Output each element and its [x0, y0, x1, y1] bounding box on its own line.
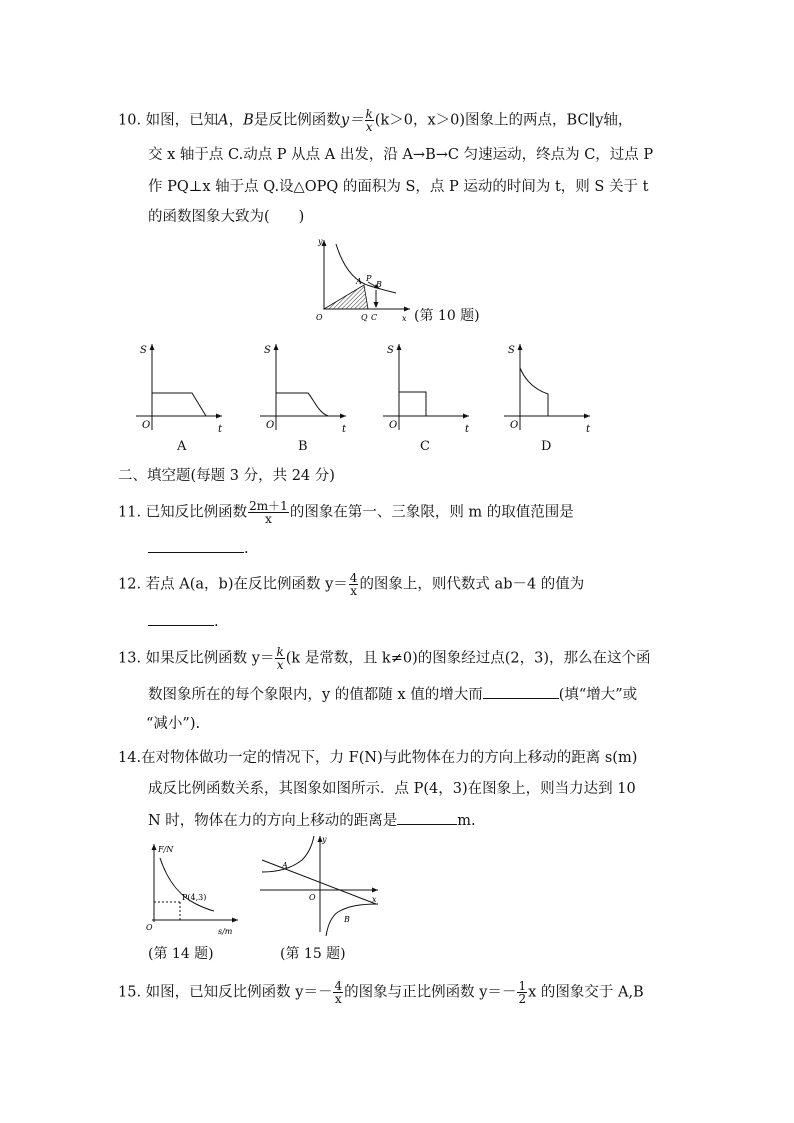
axis-s: S [264, 345, 271, 356]
frac-den: x [276, 658, 284, 672]
point-a: A [218, 112, 229, 129]
frac-num: k [365, 107, 373, 121]
q14-caption: (第 14 题) [148, 946, 214, 962]
frac-den: x [265, 512, 272, 526]
q11-text-a: 已知反比例函数 [145, 504, 248, 521]
answer-blank[interactable] [148, 611, 214, 626]
q12-answer-line: . [148, 611, 219, 632]
fig-q: Q [361, 313, 368, 322]
option-a-label: A [177, 439, 187, 454]
q10-line1: 10. 如图，已知A，B是反比例函数y＝ $\frac{k}{x}$ (k＞0，x＞0)图象上的两点，BC∥y轴， [118, 107, 633, 134]
q13-line2-a: 数图象所在的每个象限内，y 的值都随 x 值的增大而 [148, 687, 483, 703]
q10-figure [308, 232, 418, 324]
frac-den: x [350, 584, 357, 598]
axis-s: S [140, 345, 147, 356]
option-b-graph [256, 338, 352, 436]
q15-line1 [118, 980, 644, 1005]
frac-num: 4 [334, 979, 343, 993]
q10-text-c: (k＞0，x＞0)图象上的两点，BC∥y轴， [374, 112, 633, 129]
axis-t: t [586, 424, 591, 435]
q12-text-b: 的图象上，则代数式 ab－4 的值为 [359, 576, 585, 593]
q12-fraction [349, 572, 359, 597]
q14-line3-b: m. [457, 813, 476, 829]
q11-line1 [118, 500, 574, 525]
frac-den: x [334, 992, 342, 1006]
q10-text: 如图，已知 [145, 112, 219, 129]
option-c-graph [379, 338, 475, 436]
point-b: B [344, 915, 350, 924]
fig-origin: O [316, 313, 323, 322]
axis-t: t [342, 424, 347, 435]
point-b: B [243, 112, 254, 129]
q14-number: 14. [118, 750, 142, 766]
frac-num: 1 [518, 979, 527, 993]
point-a: A [282, 861, 288, 870]
answer-blank[interactable] [483, 684, 559, 699]
answer-blank[interactable] [397, 810, 457, 825]
q12-line1 [118, 572, 584, 597]
q10-fraction [365, 108, 374, 133]
fig-y-label: y [318, 237, 323, 246]
q14-text-1: 在对物体做功一定的情况下，力 F(N)与此物体在力的方向上移动的距离 s(m) [141, 750, 638, 766]
section-2-title: 二、填空题(每题 3 分，共 24 分) [118, 468, 335, 484]
q10-figure-caption: (第 10 题) [414, 308, 480, 324]
q13-text-a: 如果反比例函数 y＝ [145, 650, 275, 667]
q14-line1 [118, 748, 637, 768]
fig-b: B [376, 280, 382, 289]
q11-fraction [248, 500, 289, 525]
point-p: P(4,3) [182, 893, 207, 902]
q13-line2 [148, 684, 637, 705]
q10-line2: 交 x 轴于点 C.动点 P 从点 A 出发，沿 A→B→C 匀速运动，终点为 C，过点 P [148, 147, 654, 163]
q13-number: 13. [118, 650, 142, 667]
q15-figure [256, 832, 386, 936]
x-axis-label: s/m [218, 927, 233, 936]
q12-number: 12. [118, 576, 142, 593]
option-d-label: D [541, 439, 552, 454]
option-a-graph [132, 338, 228, 436]
axis-s: S [387, 345, 394, 356]
frac-num: k [276, 645, 284, 659]
answer-blank[interactable] [148, 538, 244, 553]
frac-num: 2m＋1 [249, 499, 288, 513]
origin: O [510, 420, 519, 431]
origin: O [389, 420, 398, 431]
q11-text-b: 的图象在第一、三象限，则 m 的取值范围是 [289, 504, 574, 521]
origin: O [142, 420, 151, 431]
option-d-graph [500, 338, 596, 436]
origin: O [309, 893, 316, 902]
origin: O [146, 923, 153, 932]
fig-p: P [366, 274, 372, 283]
frac-num: 4 [349, 571, 358, 585]
q15-text-a: 如图，已知反比例函数 y＝－ [145, 984, 333, 1001]
frac-den: 2 [518, 992, 527, 1006]
option-b-label: B [298, 439, 308, 454]
q14-line3-a: N 时，物体在力的方向上移动的距离是 [148, 813, 398, 829]
q15-caption: (第 15 题) [280, 946, 346, 962]
q13-line1 [118, 646, 651, 671]
q13-line3: “减小”). [146, 716, 201, 732]
q15-text-c: x 的图象交于 A,B [528, 984, 644, 1001]
fig-x-label: x [402, 314, 407, 323]
q14-figure [140, 840, 244, 938]
axis-t: t [465, 424, 470, 435]
q15-fraction-2 [517, 980, 527, 1005]
fig-c: C [371, 313, 378, 322]
q12-text-a: 若点 A(a，b)在反比例函数 y＝ [145, 576, 348, 593]
frac-den: x [365, 120, 373, 134]
q15-number: 15. [118, 984, 142, 1001]
q10-yeq: y＝ [340, 112, 364, 129]
q14-line3 [148, 810, 476, 831]
q10-number: 10. [118, 112, 142, 129]
fig-a: A [356, 277, 362, 286]
q11-answer-line: . [148, 538, 249, 559]
q14-line2: 成反比例函数关系，其图象如图所示．点 P(4，3)在图象上，则当力达到 10 [148, 781, 636, 797]
q11-number: 11. [118, 504, 142, 521]
q15-text-b: 的图象与正比例函数 y＝－ [344, 984, 517, 1001]
x-axis-label: x [372, 895, 377, 904]
q10-line3: 作 PQ⊥x 轴于点 Q.设△OPQ 的面积为 S，点 P 运动的时间为 t，则 S 关于 t [148, 179, 649, 195]
q10-line4: 的函数图象大致为( ) [148, 209, 305, 225]
q13-line2-b: (填“增大”或 [558, 687, 638, 703]
axis-t: t [218, 424, 223, 435]
option-c-label: C [420, 439, 430, 454]
axis-s: S [508, 345, 515, 356]
y-axis-label: F/N [158, 845, 174, 854]
q13-fraction [275, 646, 284, 671]
q15-fraction-1 [333, 980, 343, 1005]
origin: O [266, 420, 275, 431]
q13-text-b: (k 是常数，且 k≠0)的图象经过点(2，3)，那么在这个函 [285, 650, 651, 667]
q10-text-b: 是反比例函数 [253, 112, 341, 129]
y-axis-label: y [322, 835, 327, 844]
